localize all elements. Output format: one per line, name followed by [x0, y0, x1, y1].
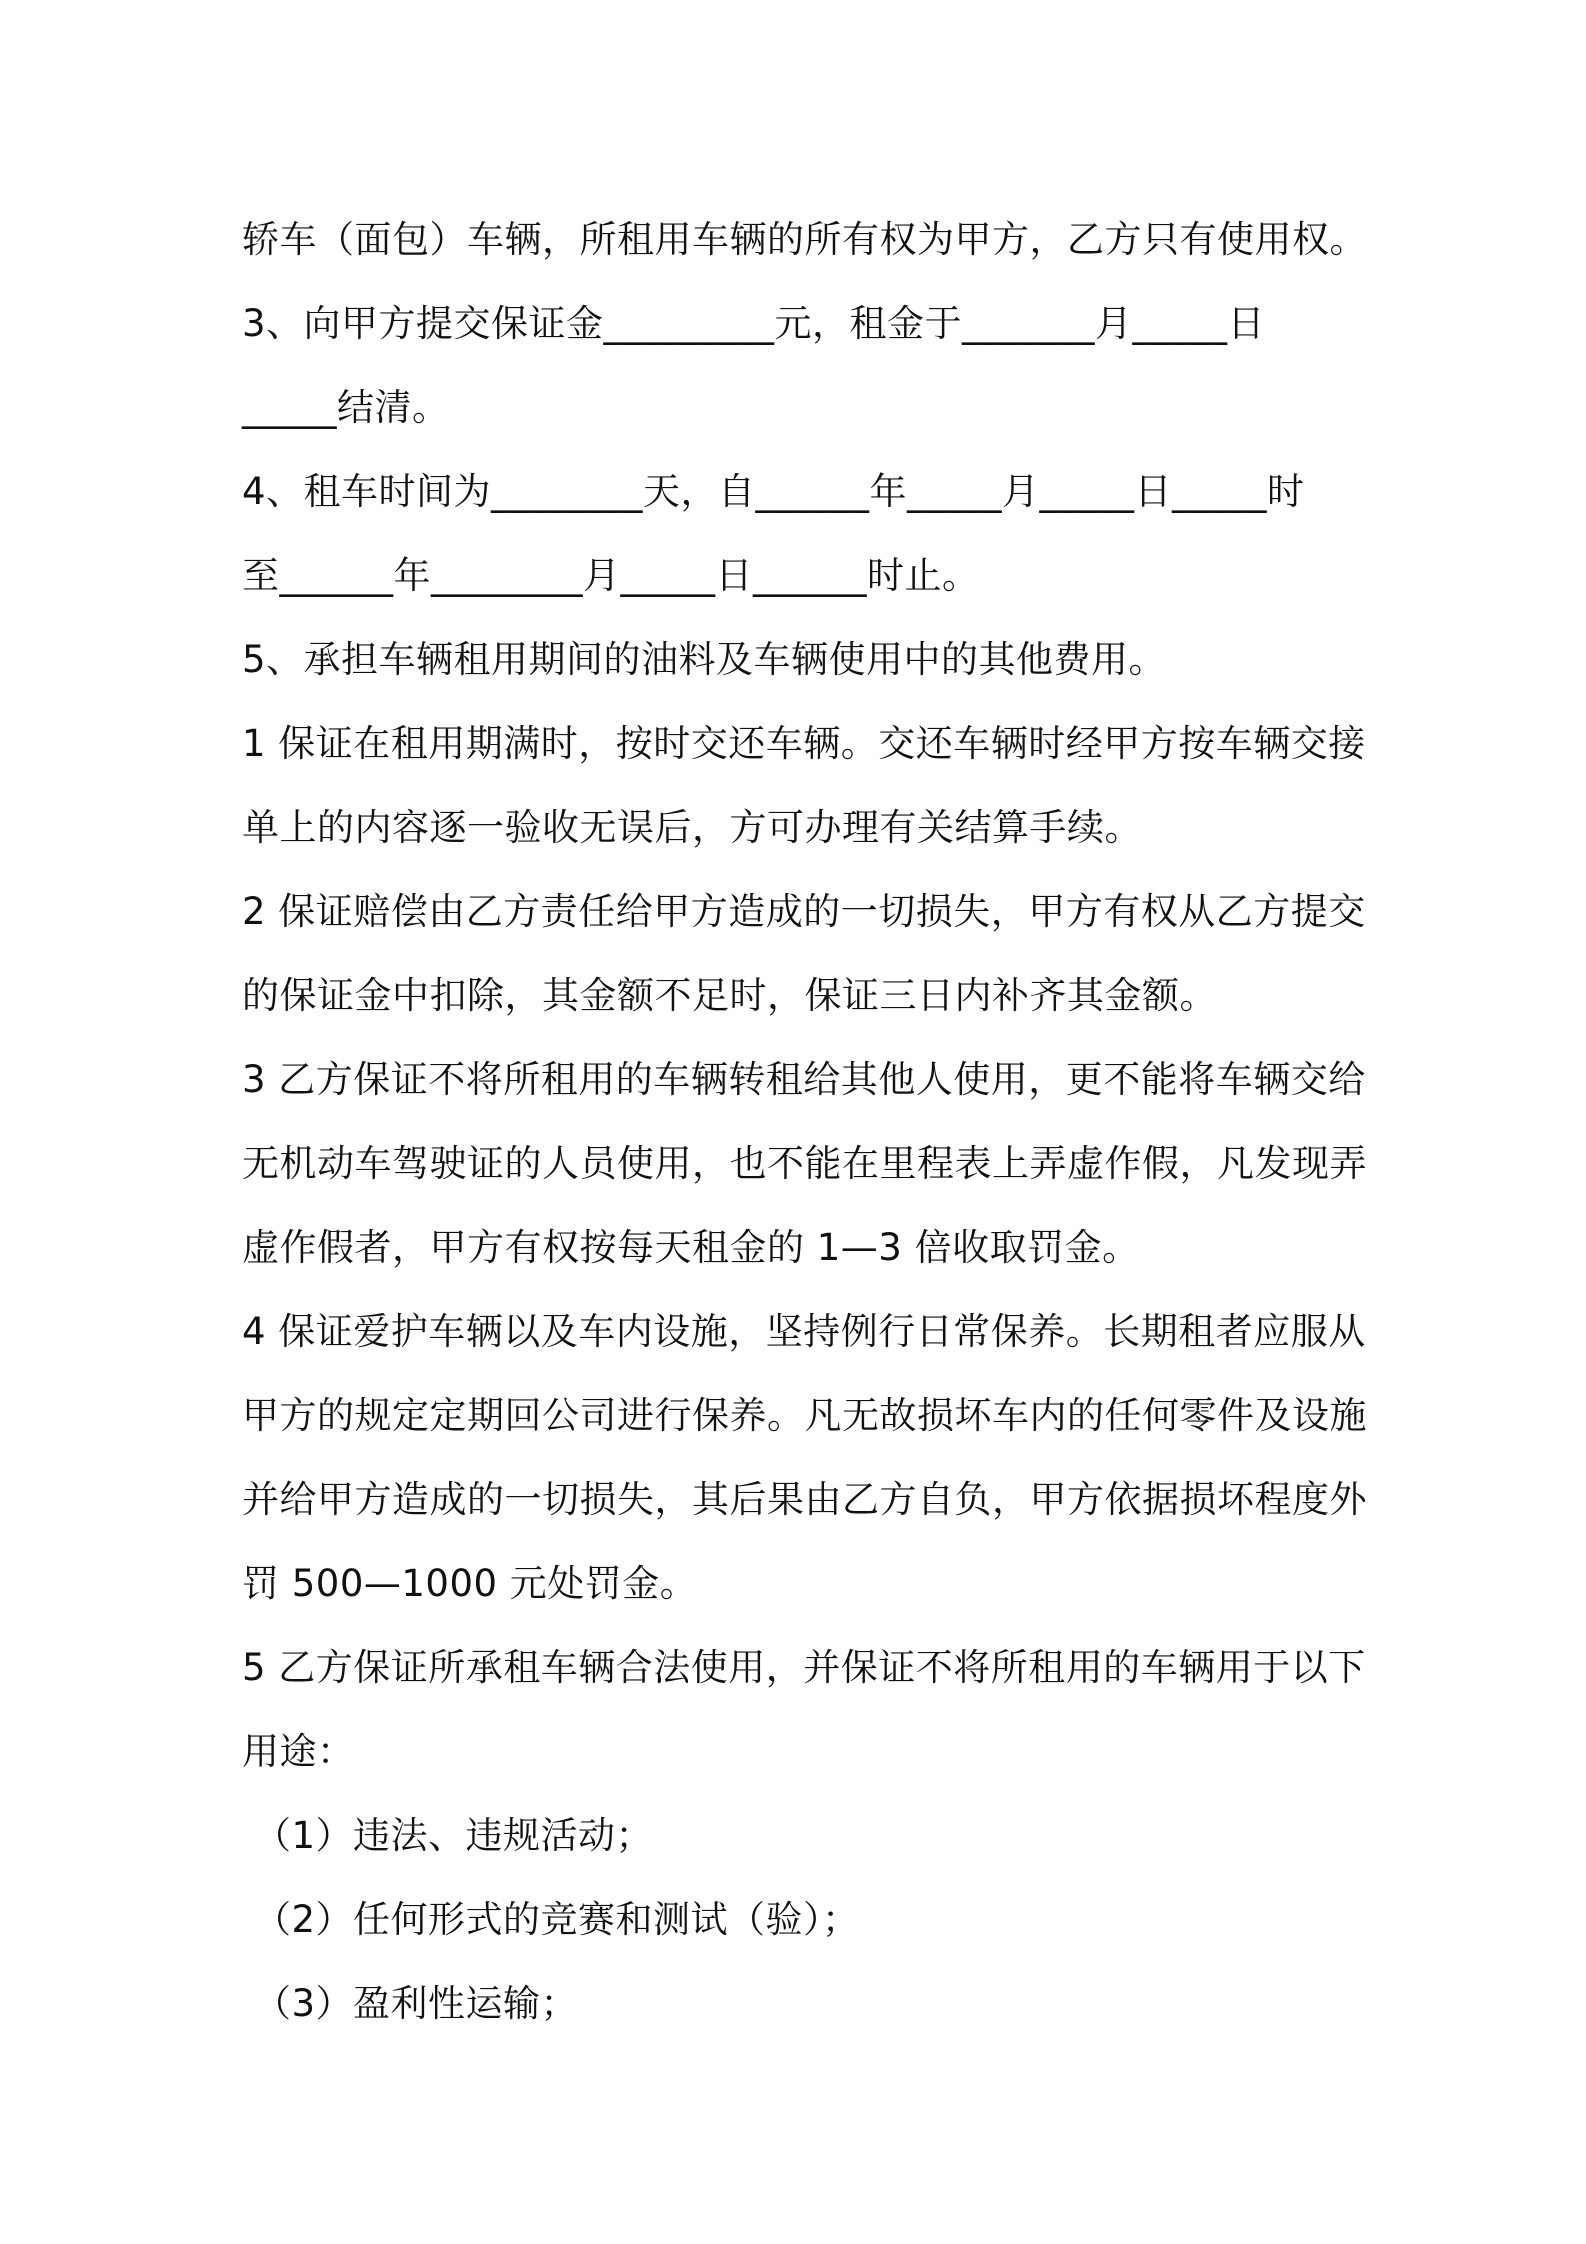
- text-line: 4 保证爱护车辆以及车内设施，坚持例行日常保养。长期租者应服从: [242, 1310, 1366, 1353]
- text-line: 至______年________月_____日______时止。: [242, 554, 980, 597]
- text-line: 的保证金中扣除，其金额不足时，保证三日内补齐其金额。: [242, 974, 1217, 1017]
- text-line: 2 保证赔偿由乙方责任给甲方造成的一切损失，甲方有权从乙方提交: [242, 890, 1366, 933]
- text-line: 4、租车时间为________天，自______年_____月_____日_____时: [242, 470, 1305, 513]
- text-line: 1 保证在租用期满时，按时交还车辆。交还车辆时经甲方按车辆交接: [242, 722, 1366, 765]
- text-line: 3、向甲方提交保证金_________元，租金于_______月_____日: [242, 302, 1266, 345]
- text-line: 无机动车驾驶证的人员使用，也不能在里程表上弄虚作假，凡发现弄: [242, 1142, 1367, 1185]
- text-line: 5、承担车辆租用期间的油料及车辆使用中的其他费用。: [242, 638, 1167, 681]
- text-line: 轿车（面包）车辆，所租用车辆的所有权为甲方，乙方只有使用权。: [242, 218, 1367, 261]
- text-line: 3 乙方保证不将所租用的车辆转租给其他人使用，更不能将车辆交给: [242, 1058, 1366, 1101]
- text-line: 虚作假者，甲方有权按每天租金的 1—3 倍收取罚金。: [242, 1226, 1140, 1269]
- document-page: [242, 198, 1367, 2046]
- text-line: 用途：: [242, 1730, 355, 1773]
- text-line: _____结清。: [242, 386, 450, 429]
- text-line: 甲方的规定定期回公司进行保养。凡无故损坏车内的任何零件及设施: [242, 1394, 1367, 1437]
- text-line: 5 乙方保证所承租车辆合法使用，并保证不将所租用的车辆用于以下: [242, 1646, 1366, 1689]
- list-item: （2）任何形式的竞赛和测试（验）；: [254, 1898, 860, 1941]
- text-line: 单上的内容逐一验收无误后，方可办理有关结算手续。: [242, 806, 1142, 849]
- list-item: （1）违法、违规活动；: [254, 1814, 654, 1857]
- text-line: 并给甲方造成的一切损失，其后果由乙方自负，甲方依据损坏程度外: [242, 1478, 1367, 1521]
- text-line: 罚 500—1000 元处罚金。: [242, 1562, 698, 1605]
- list-item: （3）盈利性运输；: [254, 1982, 579, 2025]
